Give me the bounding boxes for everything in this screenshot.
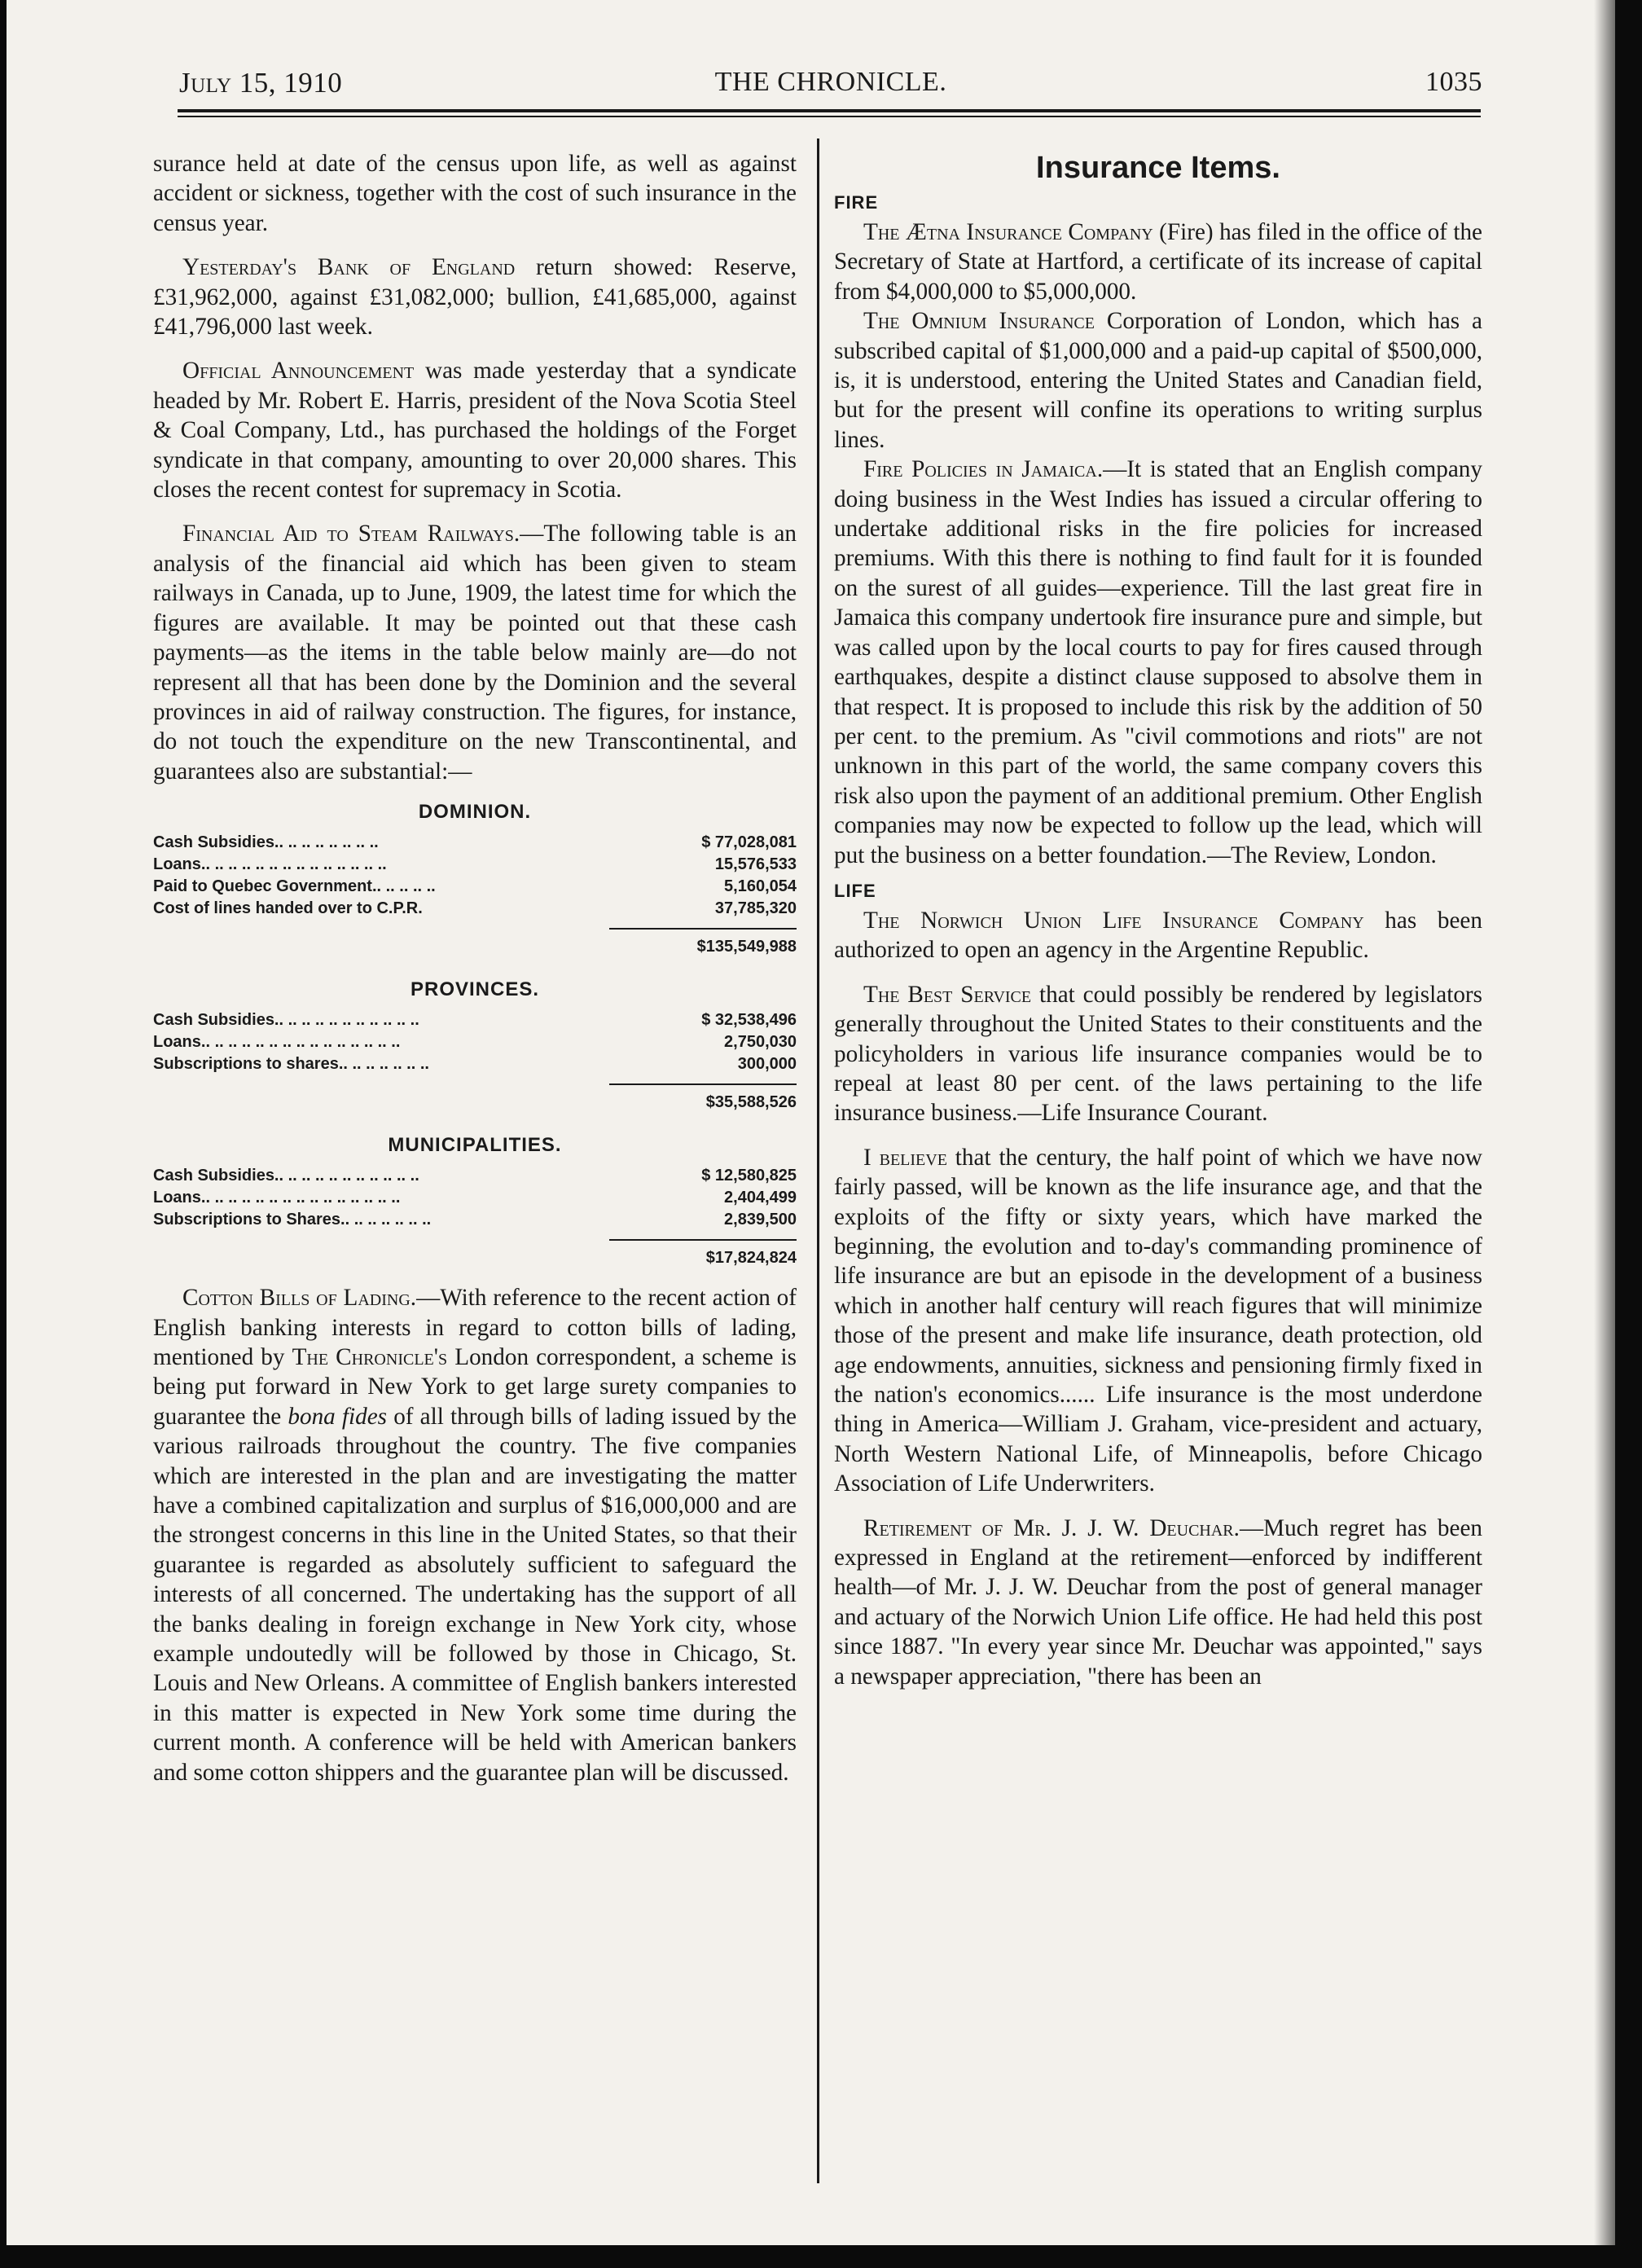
- row-label: Loans.. .. .. .. .. .. .. .. .. .. .. .. .. .. ..: [153, 1033, 401, 1052]
- graham-paragraph: [834, 1143, 1482, 1499]
- header-rule-thick: [178, 109, 1481, 112]
- best-service-paragraph: [834, 980, 1482, 1128]
- table-heading: MUNICIPALITIES.: [388, 1134, 562, 1157]
- row-label: Subscriptions to shares.. .. .. .. .. .. ..: [153, 1055, 429, 1074]
- table-total: $35,588,526: [705, 1093, 797, 1112]
- page-header: [179, 67, 1482, 108]
- table-provinces: [153, 977, 797, 1119]
- table-heading: DOMINION.: [418, 801, 532, 824]
- newspaper-page: [7, 0, 1615, 2245]
- believe-text: that the century, the half point of which we have now fairly passed, will be known as the life insurance age, and that the exploits of the fifty or sixty years, which have marked the beginning, the evolution and to-day's commanding prominence of life insurance are but an episode in the development of a business which in another half century will reach figures that will minimize those of the present and make life insurance, death protection, old age endowments, annuities, sickness and pensioning firmly fixed in the nation's economics...... Life insurance is the most underdone thing in America—William J. Graham, vice-president and actuary, North Western National Life, of Minneapolis, before Chicago Association of Life Underwriters.: [834, 1144, 1483, 1497]
- financial-aid-paragraph: [153, 519, 797, 786]
- financial-lead: Financial Aid to Steam Railways.: [182, 521, 520, 547]
- right-column: [834, 149, 1482, 1691]
- column-divider: [817, 138, 819, 2183]
- best-service-text: that could possibly be rendered by legislators generally throughout the United States to their constituents and the policyholders in various life insurance companies would be to repeal at least 80 per cent. of the laws pertaining to the life insurance business.—Life Insurance Courant.: [834, 981, 1482, 1127]
- bona-fides-italic: bona fides: [288, 1403, 388, 1430]
- table-row: [153, 1187, 797, 1209]
- table-total: $135,549,988: [696, 938, 797, 956]
- retirement-text: —Much regret has been expressed in England at the retirement—enforced by indifferent health—of Mr. J. J. W. Deuchar from the post of general manager and actuary of the Norwich Union Life office. He had held this post since 1887. "In every year since Mr. Deuchar was appointed," says a newspaper appreciation, "there has been an: [834, 1514, 1482, 1690]
- row-value: 5,160,054: [724, 877, 797, 896]
- page-edge-shadow: [1594, 0, 1615, 2245]
- table-heading: PROVINCES.: [410, 978, 540, 1001]
- row-label: Cash Subsidies.. .. .. .. .. .. .. ..: [153, 833, 379, 852]
- row-value: 300,000: [737, 1055, 797, 1074]
- chronicle-reference: The Chronicle's: [292, 1343, 448, 1370]
- row-value: $ 12,580,825: [701, 1167, 797, 1185]
- table-row: [153, 1165, 797, 1187]
- table-row: [153, 854, 797, 876]
- norwich-paragraph: [834, 906, 1482, 965]
- financial-text: —The following table is an analysis of the financial aid which has been given to steam railways in Canada, up to June, 1909, the latest time for which the figures are available. It may be pointed out that these cash payments—as the items in the table below mainly are—do not represent all that has been done by the Dominion and the several provinces in aid of railway construction. The figures, for instance, do not touch the expenditure on the new Transcontinental, and guarantees also are substantial:—: [153, 521, 797, 785]
- table-row: [153, 898, 797, 920]
- believe-lead: I believe: [863, 1144, 947, 1171]
- cotton-text: London correspondent, a scheme is being put forward in New York to get large surety companies to guarantee the: [153, 1343, 797, 1430]
- norwich-lead: The Norwich Union Life Insurance Company: [863, 907, 1364, 934]
- row-label: Loans.. .. .. .. .. .. .. .. .. .. .. .. .. .. ..: [153, 1189, 401, 1207]
- row-label: Cash Subsidies.. .. .. .. .. .. .. .. .. .. ..: [153, 1167, 419, 1185]
- best-service-lead: The Best Service: [863, 981, 1032, 1008]
- cotton-bills-paragraph: [153, 1283, 797, 1787]
- row-value: 37,785,320: [714, 899, 797, 918]
- table-total: $17,824,824: [705, 1249, 797, 1268]
- aetna-lead: The Ætna Insurance Company: [863, 219, 1153, 245]
- row-value: 2,839,500: [724, 1211, 797, 1229]
- row-value: 2,750,030: [724, 1033, 797, 1052]
- official-announcement-paragraph: [153, 356, 797, 504]
- bank-lead: Yesterday's Bank of England: [182, 254, 516, 281]
- cotton-text: —With reference to the recent action of English banking interests in regard to cotton bills of lading, mentioned by: [153, 1285, 797, 1370]
- row-value: $ 77,028,081: [701, 833, 797, 852]
- issue-date: July 15, 1910: [179, 67, 343, 99]
- publication-title: THE CHRONICLE.: [714, 67, 947, 97]
- row-value: 2,404,499: [724, 1189, 797, 1207]
- table-row: [153, 1009, 797, 1031]
- header-rule-thin: [178, 116, 1481, 117]
- omnium-text: Corporation of London, which has a subscribed capital of $1,000,000 and a paid-up capital of $500,000, is, it is understood, entering the United States and Canadian field, but for the present will confine its operations to writing surplus lines.: [834, 308, 1482, 453]
- deuchar-paragraph: [834, 1514, 1482, 1691]
- insurance-items-title: Insurance Items.: [1036, 151, 1280, 185]
- official-lead: Official Announcement: [182, 358, 415, 385]
- row-label: Cost of lines handed over to C.P.R.: [153, 899, 423, 918]
- jamaica-lead: Fire Policies in Jamaica.: [863, 456, 1104, 483]
- table-dominion: [153, 799, 797, 964]
- table-row: [153, 1031, 797, 1053]
- jamaica-text: —It is stated that an English company doing business in the West Indies has issued a circular offering to undertake additional risks in the fire policies for increased premiums. With this there is nothing to find fault for it is founded on the surest of all guides—experience. Till the last great fire in Jamaica this company undertook fire insurance pure and simple, but was called upon by the local courts to pay for fires caused through earthquakes, despite a distinct clause supposed to absolve them in that respect. It is proposed to include this risk by the addition of 50 per cent. to the premium. As "civil commotions and riots" are not unknown in this part of the world, the same company covers this risk also upon the payment of an additional premium. Other English companies may now be expected to follow up the lead, which will put the business on a better foundation.—The Review, London.: [834, 456, 1482, 868]
- jamaica-paragraph: [834, 455, 1482, 870]
- table-row: [153, 1209, 797, 1231]
- bank-of-england-paragraph: [153, 253, 797, 341]
- table-municipalities: [153, 1132, 797, 1275]
- table-row: [153, 832, 797, 854]
- omnium-lead: The Omnium Insurance: [863, 308, 1095, 335]
- row-label: Cash Subsidies.. .. .. .. .. .. .. .. .. .. ..: [153, 1011, 419, 1030]
- official-text: was made yesterday that a syndicate headed by Mr. Robert E. Harris, president of the Nova Scotia Steel & Coal Company, Ltd., has purchased the holdings of the Forget syndicate in that company, amounting to over 20,000 shares. This closes the recent contest for supremacy in Scotia.: [153, 358, 797, 503]
- row-value: $ 32,538,496: [701, 1011, 797, 1030]
- row-label: Paid to Quebec Government.. .. .. .. ..: [153, 877, 436, 896]
- row-label: Loans.. .. .. .. .. .. .. .. .. .. .. .. .. ..: [153, 855, 387, 874]
- aetna-paragraph: [834, 218, 1482, 306]
- row-value: 15,576,533: [714, 855, 797, 874]
- row-label: Subscriptions to Shares.. .. .. .. .. .. ..: [153, 1211, 432, 1229]
- fire-label: FIRE: [834, 192, 879, 213]
- cotton-text: of all through bills of lading issued by the various railroads throughout the country. The five companies which are interested in the plan and are investigating the matter have a combined capitalization and surplus of $16,000,000 and are the strongest concerns in this line in the United States, so that their guarantee is regarded as absolutely sufficient to safeguard the interests of all concerned. The undertaking has the support of all the banks dealing in foreign exchange in New York city, whose example undoutedly will be followed by those in Chicago, St. Louis and New Orleans. A committee of English bankers interested in this matter is expected in New York some time during the current month. A conference will be held with American bankers and some cotton shippers and the guarantee plan will be discussed.: [153, 1403, 797, 1786]
- retirement-lead: Retirement of Mr. J. J. W. Deuchar.: [863, 1514, 1240, 1541]
- left-column: [153, 149, 797, 1787]
- omnium-paragraph: [834, 306, 1482, 455]
- life-label: LIFE: [834, 880, 876, 901]
- bank-text: return showed: Reserve, £31,962,000, against £31,082,000; bullion, £41,685,000, against £41,796,000 last week.: [153, 254, 797, 341]
- table-row: [153, 1053, 797, 1075]
- cotton-lead: Cotton Bills of Lading.: [182, 1285, 417, 1312]
- norwich-text: has been authorized to open an agency in the Argentine Republic.: [834, 907, 1482, 964]
- aetna-text: (Fire) has filed in the office of the Secretary of State at Hartford, a certificate of its increase of capital from $4,000,000 to $5,000,000.: [834, 219, 1482, 305]
- census-paragraph: surance held at date of the census upon life, as well as against accident or sickness, together with the cost of such insurance in the census year.: [153, 151, 797, 236]
- page-number: 1035: [1425, 67, 1482, 97]
- table-row: [153, 876, 797, 898]
